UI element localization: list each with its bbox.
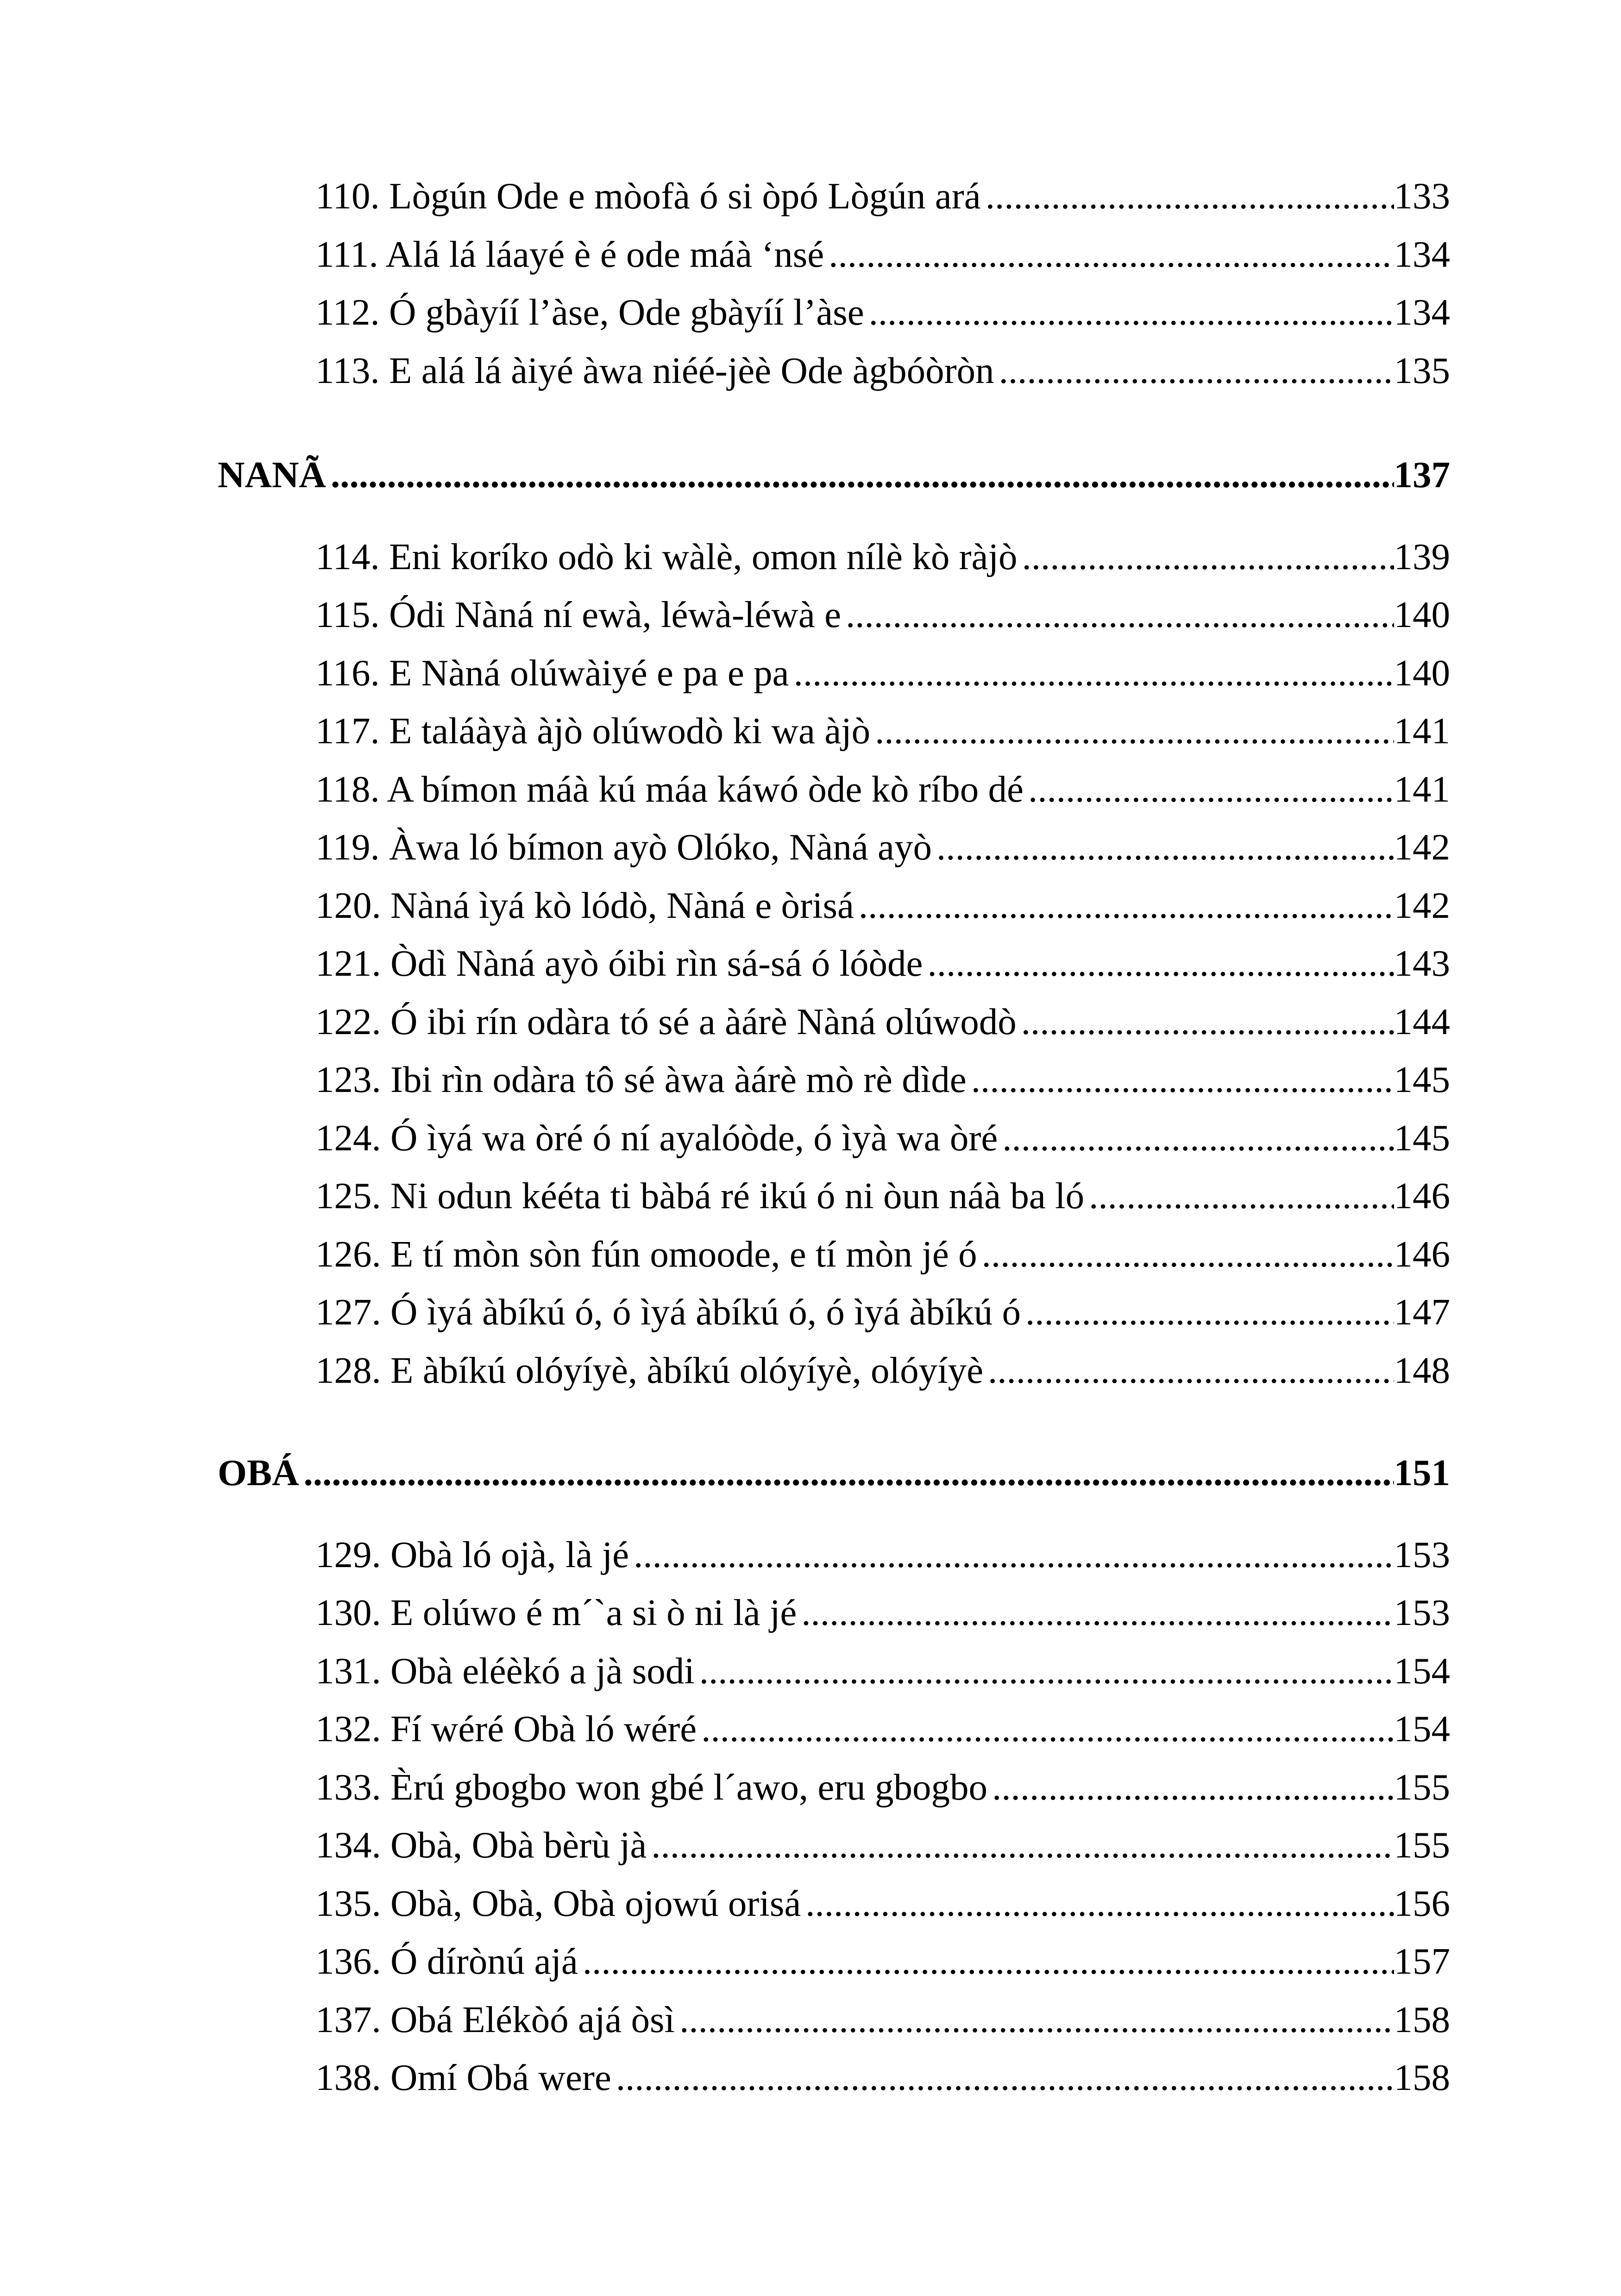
toc-entry-page: 157 [1394,1940,1450,1982]
toc-dot-leader [936,822,1394,872]
toc-entry[interactable] [315,822,1450,872]
toc-entry[interactable] [315,1762,1450,1813]
toc-dot-leader [1025,1286,1394,1337]
toc-entry-page: 154 [1394,1650,1450,1692]
toc-entry-page: 141 [1394,710,1450,752]
toc-entry-title: 119. Àwa ló bímon ayò Olóko, Nàná ayò [315,826,932,868]
toc-entry-title: 110. Lògún Ode e mòofà ó si òpó Lògún ará [315,175,981,217]
toc-entry[interactable] [315,1529,1450,1580]
toc-dot-leader [869,287,1394,338]
toc-dot-leader [988,1345,1394,1396]
toc-entry-page: 145 [1394,1059,1450,1100]
toc-entry-title: 112. Ó gbàyíí l’àse, Ode gbàyíí l’àse [315,291,864,333]
toc-entry[interactable] [315,1819,1450,1870]
toc-entry-page: 140 [1394,594,1450,635]
toc-entry-title: 123. Ibi rìn odàra tô sé àwa àárè mò rè dìde [315,1059,967,1100]
toc-entry[interactable] [315,1345,1450,1396]
toc-dot-leader [679,1994,1394,2045]
toc-entry[interactable] [315,1229,1450,1280]
toc-entry-title: 121. Òdì Nàná ayò óibi rìn sá-sá ó lóòde [315,942,923,984]
toc-dot-leader [999,345,1394,396]
toc-entry-page: 135 [1394,350,1450,391]
toc-entry-title: 114. Eni koríko odò ki wàlè, omon nílè kò ràjò [315,536,1018,577]
toc-entry[interactable] [315,1170,1450,1221]
toc-entry-title: 130. E olúwo é m´`a si ò ni là jé [315,1592,797,1633]
toc-entry-page: 134 [1394,233,1450,275]
toc-section-page: 137 [1394,454,1450,496]
toc-dot-leader [1002,1112,1394,1163]
toc-entry-title: 133. Èrú gbogbo won gbé l´awo, eru gbogbo [315,1766,987,1808]
toc-dot-leader [701,1703,1394,1754]
toc-section-heading[interactable] [218,449,1450,500]
toc-entry-page: 142 [1394,885,1450,926]
toc-entry-page: 142 [1394,826,1450,868]
toc-entry-title: 136. Ó dírònú ajá [315,1940,578,1982]
toc-entry-title: 127. Ó ìyá àbíkú ó, ó ìyá àbíkú ó, ó ìyá àbíkú ó [315,1291,1021,1333]
toc-entry-title: 128. E àbíkú olóyíyè, àbíkú olóyíyè, olóyíyè [315,1349,984,1391]
toc-entry-title: 116. E Nàná olúwàiyé e pa e pa [315,652,789,694]
toc-dot-leader [971,1054,1394,1105]
toc-entry[interactable] [315,1703,1450,1754]
toc-entry-page: 140 [1394,652,1450,694]
toc-dot-leader [1089,1170,1394,1221]
toc-entry[interactable] [315,1936,1450,1987]
toc-dot-leader [1028,764,1394,815]
toc-entry-page: 145 [1394,1117,1450,1159]
toc-entry[interactable] [315,1645,1450,1696]
toc-dot-leader [1021,996,1394,1047]
toc-entry-title: 122. Ó ibi rín odàra tó sé a àárè Nàná olúwodò [315,1001,1017,1042]
toc-entry[interactable] [315,880,1450,931]
toc-entry[interactable] [315,229,1450,280]
toc-entry-title: 111. Alá lá láayé è é ode máà ‘nsé [315,233,824,275]
toc-entry[interactable] [315,1994,1450,2045]
toc-entry-title: 120. Nàná ìyá kò lódò, Nàná e òrisá [315,885,854,926]
toc-entry[interactable] [315,1286,1450,1337]
toc-entry[interactable] [315,938,1450,989]
toc-entry[interactable] [315,2052,1450,2103]
toc-section-heading[interactable] [218,1447,1450,1498]
toc-entry-page: 153 [1394,1534,1450,1575]
toc-entry-page: 147 [1394,1291,1450,1333]
toc-dot-leader [982,1229,1394,1280]
toc-dot-leader [846,589,1394,640]
toc-entry-title: 134. Obà, Obà bèrù jà [315,1824,647,1866]
toc-entry-title: 131. Obà eléèkó a jà sodi [315,1650,695,1692]
toc-entry-page: 134 [1394,291,1450,333]
toc-entry-page: 146 [1394,1233,1450,1275]
toc-dot-leader [829,229,1394,280]
toc-dot-leader [1022,531,1394,582]
toc-dot-leader [992,1762,1394,1813]
toc-entry-title: 137. Obá Elékòó ajá òsì [315,1999,675,2040]
toc-dot-leader [805,1878,1394,1929]
toc-entry[interactable] [315,996,1450,1047]
toc-section-title: NANÃ [218,454,326,496]
toc-entry-title: 118. A bímon máà kú máa káwó òde kò ríbo dé [315,768,1024,810]
toc-entry[interactable] [315,1054,1450,1105]
toc-entry-page: 141 [1394,768,1450,810]
toc-entry[interactable] [315,1587,1450,1638]
toc-entry-page: 133 [1394,175,1450,217]
toc-dot-leader [986,170,1394,221]
toc-section-page: 151 [1394,1452,1450,1493]
toc-dot-leader [304,1447,1394,1498]
toc-entry-page: 139 [1394,536,1450,577]
toc-entry-page: 155 [1394,1824,1450,1866]
toc-entry[interactable] [315,764,1450,815]
toc-dot-leader [583,1936,1394,1987]
toc-entry[interactable] [315,647,1450,698]
toc-entry-page: 153 [1394,1592,1450,1633]
toc-entry-title: 135. Obà, Obà, Obà ojowú orisá [315,1882,801,1924]
toc-entry-page: 146 [1394,1175,1450,1217]
toc-entry-page: 156 [1394,1882,1450,1924]
toc-entry[interactable] [315,1878,1450,1929]
toc-entry-page: 154 [1394,1708,1450,1750]
toc-entry-page: 158 [1394,2057,1450,2098]
toc-dot-leader [699,1645,1394,1696]
toc-dot-leader [634,1529,1394,1580]
toc-dot-leader [801,1587,1394,1638]
toc-entry-title: 125. Ni odun kééta ti bàbá ré ikú ó ni òun náà ba ló [315,1175,1085,1217]
toc-entry[interactable] [315,287,1450,338]
toc-entry-page: 148 [1394,1349,1450,1391]
toc-entry-page: 158 [1394,1999,1450,2040]
toc-dot-leader [651,1819,1394,1870]
toc-dot-leader [331,449,1394,500]
toc-dot-leader [875,705,1394,756]
toc-entry[interactable] [315,345,1450,396]
toc-dot-leader [927,938,1394,989]
toc-entry-title: 132. Fí wéré Obà ló wéré [315,1708,697,1750]
toc-entry[interactable] [315,170,1450,221]
toc-entry-title: 115. Ódi Nàná ní ewà, léwà-léwà e [315,594,842,635]
toc-entry[interactable] [315,531,1450,582]
toc-entry-title: 113. E alá lá àiyé àwa niéé-jèè Ode àgbóòròn [315,350,994,391]
toc-entry-title: 126. E tí mòn sòn fún omoode, e tí mòn jé ó [315,1233,977,1275]
toc-dot-leader [794,647,1394,698]
toc-entry-page: 155 [1394,1766,1450,1808]
toc-dot-leader [859,880,1394,931]
toc-entry-title: 124. Ó ìyá wa òré ó ní ayalóòde, ó ìyà wa òré [315,1117,998,1159]
toc-dot-leader [616,2052,1394,2103]
toc-section-title: OBÁ [218,1452,299,1493]
toc-entry-page: 143 [1394,942,1450,984]
toc-entry-page: 144 [1394,1001,1450,1042]
toc-entry[interactable] [315,1112,1450,1163]
toc-entry[interactable] [315,589,1450,640]
toc-entry-title: 117. E taláàyà àjò olúwodò ki wa àjò [315,710,871,752]
toc-entry-title: 129. Obà ló ojà, là jé [315,1534,629,1575]
toc-entry[interactable] [315,705,1450,756]
toc-entry-title: 138. Omí Obá were [315,2057,611,2098]
